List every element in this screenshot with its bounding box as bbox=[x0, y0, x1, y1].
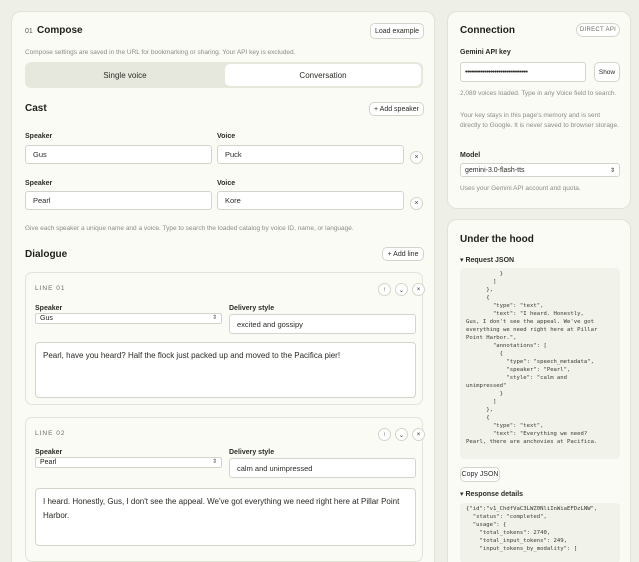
move-up-button[interactable]: ↑ bbox=[378, 283, 391, 296]
chevron-updown-icon: ⇕ bbox=[609, 167, 615, 174]
show-key-button[interactable]: Show bbox=[594, 62, 620, 82]
mode-single-voice[interactable]: Single voice bbox=[103, 70, 147, 80]
url-notice: Compose settings are saved in the URL for bookmarking or sharing. Your API key is excluded. bbox=[25, 49, 296, 56]
style-label: Delivery style bbox=[229, 449, 275, 456]
add-speaker-button[interactable]: + Add speaker bbox=[369, 102, 424, 116]
hood-title: Under the hood bbox=[460, 234, 534, 245]
line-number: LINE 02 bbox=[35, 430, 66, 437]
connection-panel bbox=[447, 11, 631, 209]
remove-line-button[interactable]: × bbox=[412, 283, 425, 296]
voices-loaded-note: 2,089 voices loaded. Type in any Voice field to search. bbox=[460, 90, 617, 97]
model-select[interactable] bbox=[460, 163, 620, 177]
line-number: LINE 01 bbox=[35, 285, 66, 292]
cast-title: Cast bbox=[25, 103, 47, 114]
move-down-button[interactable]: ⌄ bbox=[395, 428, 408, 441]
direct-api-badge: DIRECT API bbox=[576, 23, 620, 37]
line-text-area[interactable]: I heard. Honestly, Gus, I don't see the appeal. We've got everything we need right here at Pillar Point Harbor. bbox=[35, 488, 416, 546]
chevron-updown-icon: ⇕ bbox=[211, 315, 217, 321]
add-line-button[interactable]: + Add line bbox=[382, 247, 424, 261]
copy-json-button[interactable]: Copy JSON bbox=[460, 467, 500, 482]
remove-speaker-button[interactable]: × bbox=[410, 151, 423, 164]
api-key-label: Gemini API key bbox=[460, 49, 511, 56]
compose-panel bbox=[11, 11, 435, 562]
quota-note: Uses your Gemini API account and quota. bbox=[460, 185, 581, 192]
request-json-toggle[interactable]: ▾ Request JSON bbox=[460, 257, 515, 264]
key-storage-note: Your key stays in this page's memory and is sent directly to Google. It is never saved to browser storage. bbox=[460, 112, 619, 129]
voice-label: Voice bbox=[217, 133, 236, 140]
response-details-toggle[interactable]: ▾ Response details bbox=[460, 491, 524, 498]
dialogue-line bbox=[25, 272, 423, 405]
speaker-label: Speaker bbox=[25, 133, 53, 140]
remove-line-button[interactable]: × bbox=[412, 428, 425, 441]
delivery-style-input[interactable]: calm and unimpressed bbox=[229, 458, 416, 478]
model-label: Model bbox=[460, 152, 481, 159]
compose-title: Compose bbox=[37, 25, 83, 36]
speaker-select-value: Gus bbox=[40, 315, 53, 322]
api-key-input[interactable]: •••••••••••••••••••••••••••••••• bbox=[460, 62, 586, 82]
delivery-style-input[interactable]: excited and gossipy bbox=[229, 314, 416, 334]
voice-input[interactable]: Kore bbox=[217, 191, 404, 210]
mode-toggle bbox=[25, 62, 423, 88]
style-label: Delivery style bbox=[229, 305, 275, 312]
move-up-button[interactable]: ↑ bbox=[378, 428, 391, 441]
step-number: 01 bbox=[25, 28, 33, 35]
under-the-hood-panel bbox=[447, 219, 631, 562]
load-example-button[interactable]: Load example bbox=[370, 23, 424, 39]
line-text-area[interactable]: Pearl, have you heard? Half the flock just packed up and moved to the Pacifica pier! bbox=[35, 342, 416, 398]
speaker-label: Speaker bbox=[35, 449, 63, 456]
connection-title: Connection bbox=[460, 25, 515, 36]
response-details-code: {"id":"v1_ChdfVaC3LWZ0NliInWiaEFDzLNW", "status": "completed", "usage": { "total_tokens": 2740, "total_input_tokens": 249, "input_tokens_by_modality": [ bbox=[460, 503, 620, 562]
voice-label: Voice bbox=[217, 180, 236, 187]
speaker-select-value: Pearl bbox=[40, 459, 57, 466]
speaker-select[interactable] bbox=[35, 313, 222, 324]
cast-hint: Give each speaker a unique name and a voice. Type to search the loaded catalog by voice ID, name, or language. bbox=[25, 225, 354, 232]
speaker-name-input[interactable]: Pearl bbox=[25, 191, 212, 210]
speaker-label: Speaker bbox=[25, 180, 53, 187]
request-json-code: } ] }, { "type": "text", "text": "I heard. Honestly, Gus, I don't see the appeal. We've got everything we need right here at Pillar Point Harbor.", "annotations": [ { "type": "speech_metadata", "speaker": "Pearl", "style": "calm and unimpressed" } ] }, { "type": "text", "text": "Everything we need? Pearl, there are anchovies at Pacifica. bbox=[460, 268, 620, 459]
mode-conversation[interactable]: Conversation bbox=[225, 64, 421, 86]
dialogue-line bbox=[25, 417, 423, 562]
move-down-button[interactable]: ⌄ bbox=[395, 283, 408, 296]
speaker-label: Speaker bbox=[35, 305, 63, 312]
dialogue-title: Dialogue bbox=[25, 249, 68, 260]
model-select-value: gemini-3.0-flash-tts bbox=[465, 166, 525, 174]
speaker-name-input[interactable]: Gus bbox=[25, 145, 212, 164]
speaker-select[interactable] bbox=[35, 457, 222, 468]
chevron-updown-icon: ⇕ bbox=[211, 459, 217, 465]
voice-input[interactable]: Puck bbox=[217, 145, 404, 164]
remove-speaker-button[interactable]: × bbox=[410, 197, 423, 210]
